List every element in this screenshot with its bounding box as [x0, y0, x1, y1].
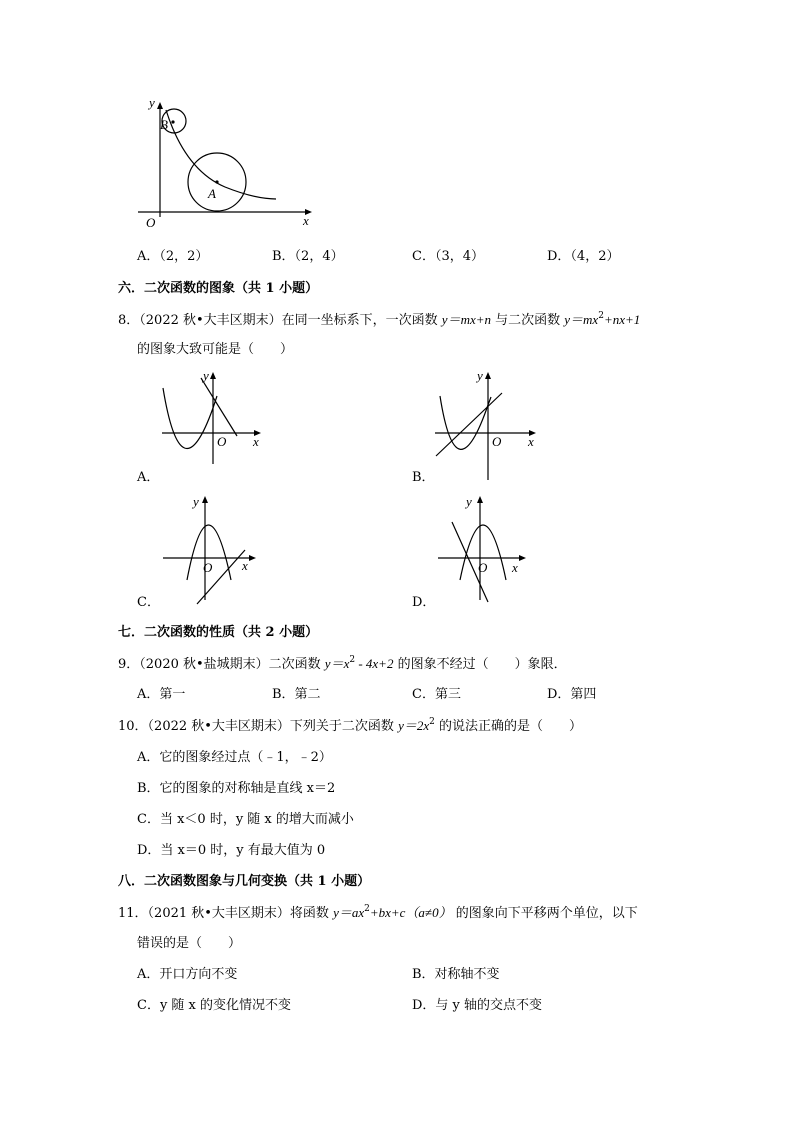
q8d-y-label: y: [466, 494, 472, 509]
q10-option-a[interactable]: A．它的图象经过点（﹣1，﹣2）: [137, 750, 332, 765]
q9-stem: [118, 655, 567, 674]
q8-graph-c: [155, 490, 275, 610]
q7-point-a: A: [208, 186, 216, 201]
q8d-o-label: O: [478, 560, 488, 575]
q10-expr: y＝2x: [398, 718, 430, 733]
q9-option-a[interactable]: A．第一: [137, 687, 186, 702]
q8-option-a[interactable]: A．: [137, 470, 160, 485]
q8c-x-label: x: [242, 558, 248, 573]
q11-stem-line2: 错误的是（ ）: [137, 936, 242, 951]
q7-y-label: y: [149, 95, 155, 110]
q8a-x-label: x: [253, 434, 259, 449]
q8-quad-expr: y＝mx: [564, 312, 599, 327]
q11-exponent: 2: [364, 904, 370, 914]
q7-option-a[interactable]: A．（2，2）: [137, 249, 209, 264]
q8-stem-line1: [118, 311, 640, 330]
q9-exponent: 2: [349, 655, 356, 665]
q9-option-c[interactable]: C．第三: [412, 687, 461, 702]
q9-suffix: 的图象不经过（ ）象限．: [393, 657, 567, 672]
q8b-y-label: y: [477, 368, 483, 383]
section-6-heading: 六．二次函数的图象（共 1 小题）: [118, 281, 319, 296]
q10-option-d[interactable]: D．当 x＝0 时，y 有最大值为 0: [137, 843, 326, 858]
q8-graph-d: [430, 490, 550, 610]
q11-prefix: 11．（2021 秋•大丰区期末）将函数: [118, 906, 334, 921]
q7-option-c[interactable]: C．（3，4）: [412, 249, 484, 264]
q8c-o-label: O: [203, 560, 213, 575]
q7-origin-label: O: [146, 215, 156, 230]
q8b-o-label: O: [492, 434, 502, 449]
q8-mid: 与二次函数: [491, 313, 565, 328]
q8a-y-label: y: [203, 368, 209, 383]
q9-expr-rest: - 4x+2: [355, 656, 394, 671]
q10-exponent: 2: [429, 717, 435, 727]
q8-graph-b: [430, 368, 550, 468]
q10-stem: [118, 717, 582, 736]
q7-x-label: x: [303, 213, 309, 228]
q8-option-d[interactable]: D．: [412, 595, 436, 610]
q9-option-b[interactable]: B．第二: [272, 687, 321, 702]
q9-prefix: 9．（2020 秋•盐城期末）二次函数: [118, 657, 325, 672]
q11-option-a[interactable]: A．开口方向不变: [137, 967, 238, 982]
q8-graph-a: [155, 368, 275, 468]
q8-stem-line2: 的图象大致可能是（ ）: [137, 342, 294, 357]
q11-expr-rest: +bx+c（a≠0）: [369, 905, 452, 920]
q8-linear-expr: y＝mx+n: [441, 312, 491, 327]
q8-quad-expr-rest: +nx+1: [603, 312, 641, 327]
q8-option-b[interactable]: B．: [412, 470, 435, 485]
q7-figure: [130, 95, 320, 235]
q11-expr: y＝ax: [333, 905, 365, 920]
q7-option-b[interactable]: B．（2，4）: [272, 249, 344, 264]
q9-option-d[interactable]: D．第四: [547, 687, 597, 702]
q7-point-b: B: [160, 117, 168, 132]
section-8-heading: 八．二次函数图象与几何变换（共 1 小题）: [118, 874, 371, 889]
q10-option-c[interactable]: C．当 x＜0 时，y 随 x 的增大而减小: [137, 812, 354, 827]
q11-option-d[interactable]: D．与 y 轴的交点不变: [412, 998, 543, 1013]
q10-prefix: 10．（2022 秋•大丰区期末）下列关于二次函数: [118, 719, 399, 734]
q8-option-c[interactable]: C．: [137, 595, 160, 610]
q11-stem-line1: [118, 904, 638, 923]
q7-option-d[interactable]: D．（4，2）: [547, 249, 620, 264]
q9-expr: y＝x: [324, 656, 350, 671]
q8a-o-label: O: [217, 434, 227, 449]
q8-exponent: 2: [598, 311, 604, 321]
q11-option-b[interactable]: B．对称轴不变: [412, 967, 500, 982]
section-7-heading: 七．二次函数的性质（共 2 小题）: [118, 625, 319, 640]
q10-suffix: 的说法正确的是（ ）: [434, 719, 582, 734]
q8-prefix: 8．（2022 秋•大丰区期末）在同一坐标系下，一次函数: [118, 313, 442, 328]
q8b-x-label: x: [528, 434, 534, 449]
q11-suffix: 的图象向下平移两个单位，以下: [451, 906, 638, 921]
q11-option-c[interactable]: C．y 随 x 的变化情况不变: [137, 998, 292, 1013]
q8d-x-label: x: [512, 560, 518, 575]
q10-option-b[interactable]: B．它的图象的对称轴是直线 x＝2: [137, 781, 336, 796]
q8c-y-label: y: [193, 494, 199, 509]
